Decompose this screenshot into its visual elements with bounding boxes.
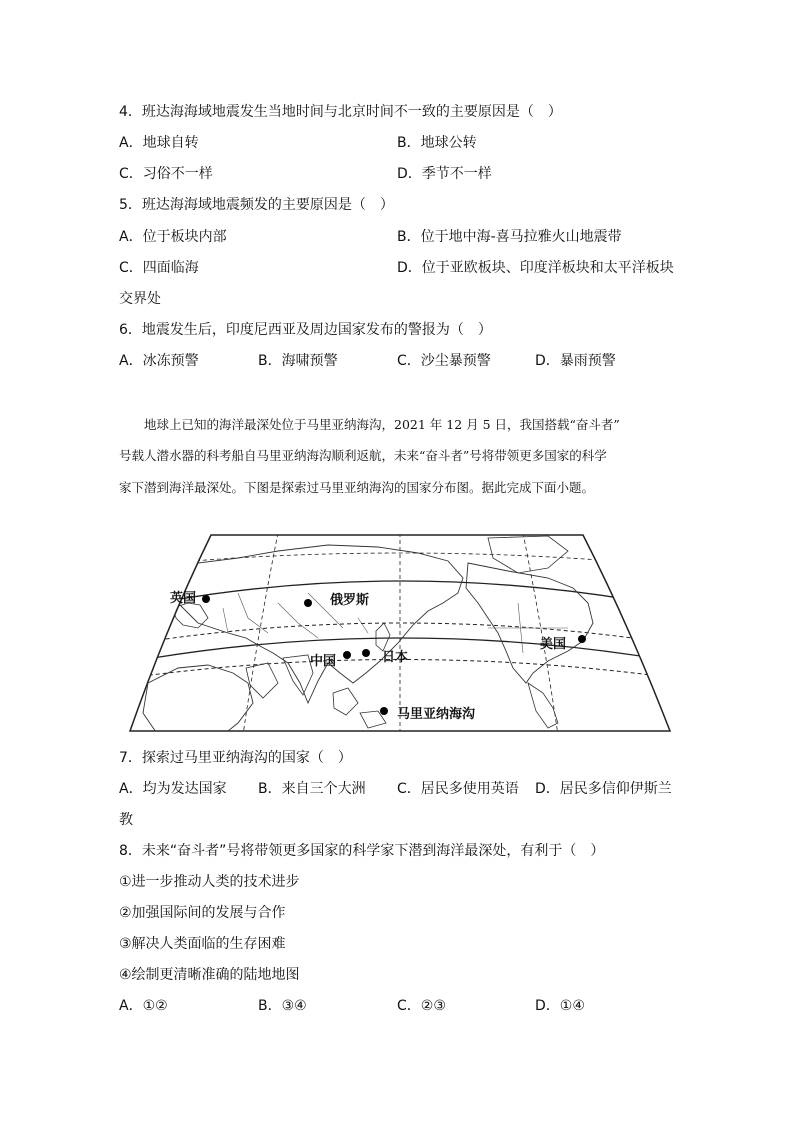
q8-option-a: A．①② bbox=[119, 998, 168, 1014]
label-usa: 美国 bbox=[540, 637, 567, 652]
q5-stem: 5．班达海海域地震频发的主要原因是（ ） bbox=[119, 197, 394, 213]
q7-option-d: D．居民多信仰伊斯兰 bbox=[535, 781, 672, 797]
q5-option-b: B．位于地中海-喜马拉雅火山地震带 bbox=[397, 229, 622, 245]
passage-line-2: 号载人潜水器的科考船自马里亚纳海沟顺利返航，未来“奋斗者”号将带领更多国家的科学 bbox=[119, 448, 607, 463]
q5-option-a: A．位于板块内部 bbox=[119, 229, 227, 245]
label-japan: 日本 bbox=[382, 650, 409, 665]
label-russia: 俄罗斯 bbox=[330, 593, 370, 608]
q6-option-d: D．暴雨预警 bbox=[535, 353, 616, 369]
q8-option-b: B．③④ bbox=[258, 998, 307, 1014]
q4-option-c: C．习俗不一样 bbox=[119, 166, 213, 182]
q7-option-c: C．居民多使用英语 bbox=[397, 781, 519, 797]
q4-option-a: A．地球自转 bbox=[119, 135, 199, 151]
uk-marker bbox=[202, 595, 210, 603]
china-marker bbox=[343, 651, 351, 659]
q8-statement-4: ④绘制更清晰准确的陆地地图 bbox=[119, 967, 300, 983]
country-distribution-map bbox=[128, 533, 674, 735]
passage-line-3: 家下潜到海洋最深处。下图是探索过马里亚纳海沟的国家分布图。据此完成下面小题。 bbox=[119, 480, 595, 495]
q6-option-a: A．冰冻预警 bbox=[119, 353, 199, 369]
q7-stem: 7．探索过马里亚纳海沟的国家（ ） bbox=[119, 750, 352, 766]
q7-option-b: B．来自三个大洲 bbox=[258, 781, 366, 797]
q5-option-d-continued: 交界处 bbox=[119, 291, 161, 307]
q8-statement-3: ③解决人类面临的生存困难 bbox=[119, 936, 286, 952]
q8-option-c: C．②③ bbox=[397, 998, 446, 1014]
label-china: 中国 bbox=[310, 654, 337, 669]
q8-statement-1: ①进一步推动人类的技术进步 bbox=[119, 874, 300, 890]
passage-line-1: 地球上已知的海洋最深处位于马里亚纳海沟，2021 年 12 月 5 日，我国搭载“奋斗者” bbox=[119, 417, 620, 432]
label-uk: 英国 bbox=[170, 591, 197, 606]
japan-marker bbox=[362, 649, 370, 657]
mariana-trench-marker bbox=[380, 707, 388, 715]
q6-stem: 6．地震发生后，印度尼西亚及周边国家发布的警报为（ ） bbox=[119, 322, 492, 338]
q5-option-d: D．位于亚欧板块、印度洋板块和太平洋板块 bbox=[397, 260, 674, 276]
q4-option-b: B．地球公转 bbox=[397, 135, 477, 151]
q7-option-a: A．均为发达国家 bbox=[119, 781, 227, 797]
q4-option-d: D．季节不一样 bbox=[397, 166, 492, 182]
russia-marker bbox=[304, 599, 312, 607]
map-graphic bbox=[128, 533, 674, 735]
q5-option-c: C．四面临海 bbox=[119, 260, 199, 276]
q6-option-c: C．沙尘暴预警 bbox=[397, 353, 491, 369]
q8-statement-2: ②加强国际间的发展与合作 bbox=[119, 905, 286, 921]
usa-marker bbox=[578, 635, 586, 643]
q7-option-d-continued: 教 bbox=[119, 812, 133, 828]
q8-option-d: D．①④ bbox=[535, 998, 585, 1014]
q6-option-b: B．海啸预警 bbox=[258, 353, 338, 369]
q8-stem: 8．未来“奋斗者”号将带领更多国家的科学家下潜到海洋最深处，有利于（ ） bbox=[119, 843, 605, 859]
label-mariana-trench: 马里亚纳海沟 bbox=[397, 707, 476, 722]
q4-stem: 4．班达海海域地震发生当地时间与北京时间不一致的主要原因是（ ） bbox=[119, 104, 562, 120]
